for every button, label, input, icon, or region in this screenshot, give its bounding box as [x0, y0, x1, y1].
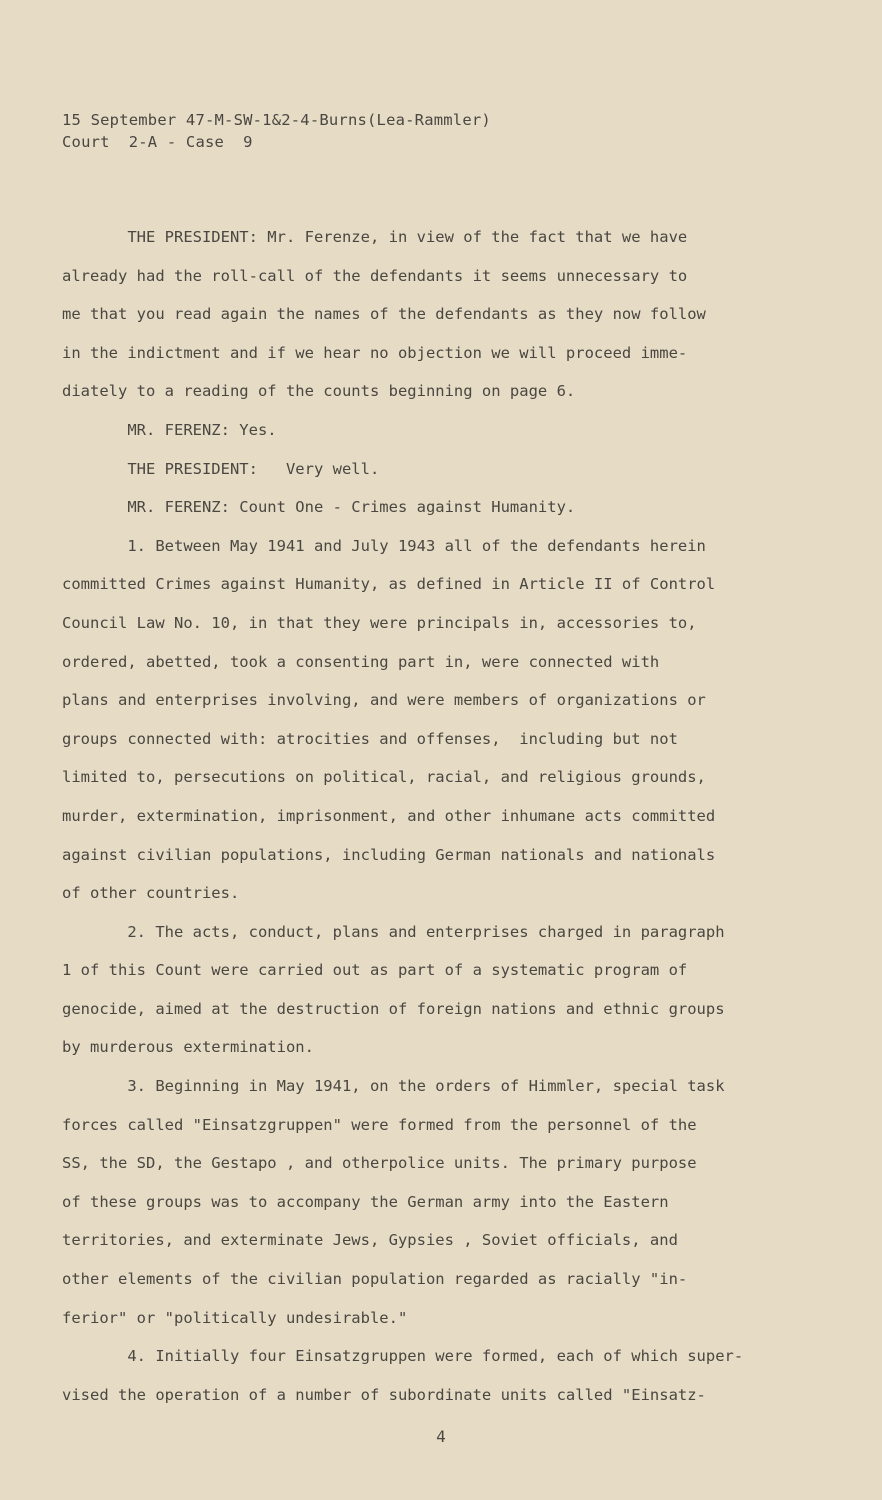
body-line: by murderous extermination.	[62, 1038, 314, 1057]
body-line: of these groups was to accompany the German army into the Eastern	[62, 1192, 669, 1211]
page-number: 4	[436, 1427, 446, 1446]
body-line: limited to, persecutions on political, racial, and religious grounds,	[62, 768, 706, 787]
body-line: of other countries.	[62, 884, 240, 903]
header-line-2: Court 2-A - Case 9	[62, 133, 253, 151]
transcript-body	[62, 218, 832, 1414]
body-line: in the indictment and if we hear no objection we will proceed imme-	[62, 343, 688, 362]
body-line: 2. The acts, conduct, plans and enterprises charged in paragraph	[62, 922, 725, 941]
body-line: THE PRESIDENT: Very well.	[62, 459, 380, 478]
body-line: me that you read again the names of the defendants as they now follow	[62, 305, 706, 324]
body-line: groups connected with: atrocities and offenses, including but not	[62, 729, 678, 748]
body-line: SS, the SD, the Gestapo , and otherpolice units. The primary purpose	[62, 1154, 697, 1173]
body-line: against civilian populations, including German nationals and nationals	[62, 845, 716, 864]
body-line: other elements of the civilian population regarded as racially "in-	[62, 1270, 688, 1289]
document-header	[62, 109, 491, 153]
body-line: 1. Between May 1941 and July 1943 all of the defendants herein	[62, 536, 706, 555]
body-line: ordered, abetted, took a consenting part in, were connected with	[62, 652, 660, 671]
body-line: already had the roll-call of the defendants it seems unnecessary to	[62, 266, 688, 285]
body-line: MR. FERENZ: Yes.	[62, 420, 277, 439]
body-line: 1 of this Count were carried out as part of a systematic program of	[62, 961, 688, 980]
header-line-1: 15 September 47-M-SW-1&2-4-Burns(Lea-Rammler)	[62, 111, 491, 129]
body-line: forces called "Einsatzgruppen" were formed from the personnel of the	[62, 1115, 697, 1134]
body-line: genocide, aimed at the destruction of foreign nations and ethnic groups	[62, 999, 725, 1018]
body-line: vised the operation of a number of subordinate units called "Einsatz-	[62, 1385, 706, 1404]
body-line: murder, extermination, imprisonment, and other inhumane acts committed	[62, 806, 716, 825]
body-line: 4. Initially four Einsatzgruppen were formed, each of which super-	[62, 1347, 744, 1366]
body-line: committed Crimes against Humanity, as defined in Article II of Control	[62, 575, 716, 594]
body-line: THE PRESIDENT: Mr. Ferenze, in view of the fact that we have	[62, 228, 688, 246]
body-line: territories, and exterminate Jews, Gypsies , Soviet officials, and	[62, 1231, 678, 1250]
body-line: plans and enterprises involving, and were members of organizations or	[62, 691, 706, 710]
body-line: 3. Beginning in May 1941, on the orders of Himmler, special task	[62, 1077, 725, 1096]
body-line: Council Law No. 10, in that they were principals in, accessories to,	[62, 613, 697, 632]
body-line: diately to a reading of the counts beginning on page 6.	[62, 382, 576, 401]
body-line: MR. FERENZ: Count One - Crimes against Humanity.	[62, 498, 576, 517]
body-line: ferior" or "politically undesirable."	[62, 1308, 408, 1327]
